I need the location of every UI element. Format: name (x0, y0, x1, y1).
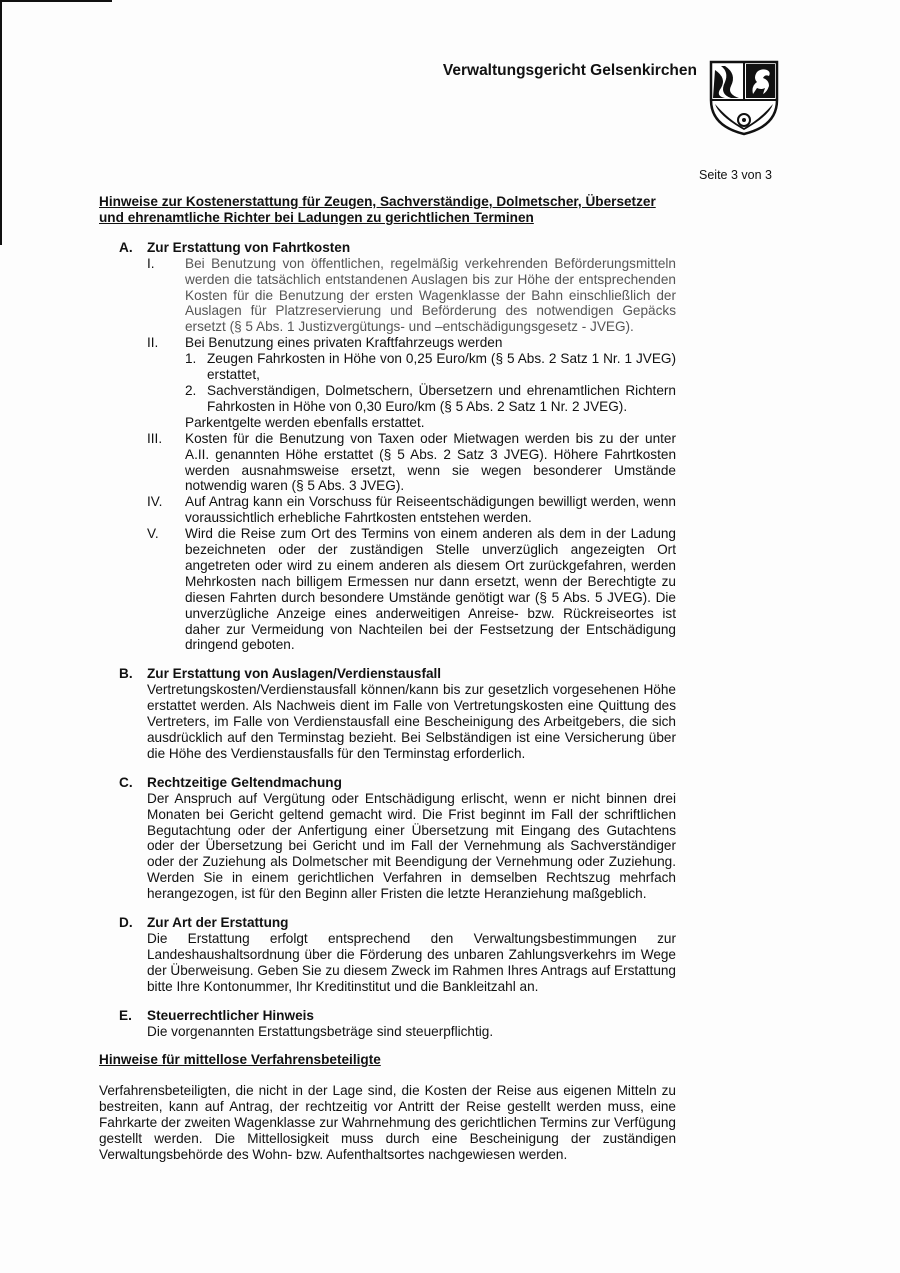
section-text: Die Erstattung erfolgt entsprechend den Verwaltungsbestimmungen zur Landeshaushaltsordnung über die Förderung des unbaren Zahlungsverkehrs im Wege der Überweisung. Geben Sie zu diesem Zweck im Rahmen Ihres Antrags auf Erstattung bitte Ihre Kontonummer, Ihr Kreditinstitut und die Bankleitzahl an. (147, 930, 676, 994)
court-name: Verwaltungsgericht Gelsenkirchen (442, 62, 697, 79)
section-a (99, 240, 676, 654)
item-number: I. (147, 255, 155, 271)
title-line: und ehrenamtliche Richter bei Ladungen zu gerichtlichen Terminen (99, 209, 534, 225)
section-letter: A. (119, 239, 133, 255)
section-title: Steuerrechtlicher Hinweis (147, 1007, 314, 1023)
section-title: Zur Erstattung von Fahrtkosten (147, 239, 351, 255)
sub-item (185, 351, 676, 383)
section-heading (99, 775, 676, 791)
section-heading (99, 915, 676, 931)
item-text: Auf Antrag kann ein Vorschuss für Reiseentschädigungen bewilligt werden, wenn voraussichtlich erhebliche Fahrtkosten entstehen werden. (185, 494, 676, 526)
item-text: Wird die Reise zum Ort des Termins von einem anderen als dem in der Ladung bezeichneten oder der zuständigen Stelle unverzüglich angezeigten Ort angetreten oder wird zu einem anderen als diesem Ort zurückgefahren, werden Mehrkosten nach billigem Ermessen nur dann ersetzt, wenn der Berechtigte zu diesen Fahrten durch besondere Umstände genötigt war (§ 5 Abs. 5 JVEG). Die unverzügliche Anzeige eines anderweitigen Anreise- bzw. Rückreiseortes ist daher zur Vermeidung von Nachteilen bei der Festsetzung der Entschädigung dringend geboten. (185, 526, 676, 653)
item-content (185, 335, 676, 430)
section-c (99, 775, 676, 902)
sub-item-number: 2. (185, 382, 197, 398)
footnote-text: Verfahrensbeteiligten, die nicht in der Lage sind, die Kosten der Reise aus eigenen Mitteln zu bestreiten, kann auf Antrag, der rechtzeitig vor Antritt der Reise gestellt werden muss, eine Fahrkarte der zweiten Wagenklasse zur Wahrnehmung des gerichtlichen Termins zur Verfügung gestellt werden. Die Mittellosigkeit muss durch eine Bescheinigung der zuständigen Verwaltungsbehörde des Wohn- bzw. Aufenthaltsortes nachgewiesen werden. (99, 1083, 676, 1162)
list-item (99, 526, 676, 653)
section-text: Die vorgenannten Erstattungsbeträge sind steuerpflichtig. (147, 1023, 494, 1039)
title-line: Hinweise zur Kostenerstattung für Zeugen, Sachverständige, Dolmetscher, Übersetzer (99, 194, 656, 209)
list-item (99, 494, 676, 526)
section-title: Zur Art der Erstattung (147, 915, 289, 931)
section-heading (99, 240, 676, 256)
section-heading (99, 666, 676, 682)
page-number: Seite 3 von 3 (699, 168, 772, 182)
item-text: Bei Benutzung eines privaten Kraftfahrzeugs werden (185, 335, 503, 351)
section-letter: D. (119, 915, 133, 931)
section-b (99, 666, 676, 761)
footnote-title: Hinweise für mittellose Verfahrensbeteiligte (99, 1052, 381, 1068)
list-item (99, 256, 676, 336)
section-d (99, 915, 676, 995)
document-title (99, 194, 676, 226)
item-number: IV. (147, 494, 163, 510)
section-text: Der Anspruch auf Vergütung oder Entschädigung erlischt, wenn er nicht binnen drei Monaten bei Gericht geltend gemacht wird. Die Frist beginnt im Fall der schriftlichen Begutachtung oder der Anfertigung einer Übersetzung mit Eingang des Gutachtens oder der Übersetzung bei Gericht und im Fall der Vernehmung als Sachverständiger oder der Zuziehung als Dolmetscher mit Beendigung der Vernehmung oder Zuziehung. Werden Sie in einem gerichtlichen Verfahren in demselben Rechtszug mehrfach herangezogen, ist für den Beginn aller Fristen die letzte Heranziehung maßgeblich. (147, 790, 676, 902)
section-letter: B. (119, 666, 133, 682)
scan-edge-mark (0, 0, 2, 245)
item-note: Parkentgelte werden ebenfalls erstattet. (185, 414, 425, 430)
item-text: Kosten für die Benutzung von Taxen oder Mietwagen werden bis zu der unter A.II. genannten Höhe erstattet (§ 5 Abs. 2 Satz 3 JVEG). Höhere Fahrtkosten werden ausnahmsweise ersetzt, wenn sie wegen besonderer Umstände notwendig waren (§ 5 Abs. 3 JVEG). (185, 430, 676, 494)
scan-edge-mark (0, 0, 112, 2)
sub-item (185, 383, 676, 415)
section-text: Vertretungskosten/Verdienstausfall können/kann bis zur gesetzlich vorgesehenen Höhe erstattet werden. Als Nachweis dient im Falle von Vertretungskosten eine Quittung des Vertreters, im Falle von Verdienstausfall eine Bescheinigung des Arbeitgebers, die sich ausdrücklich auf den Terminstag bezieht. Bei Selbständigen ist eine Versicherung über die Höhe des Verdienstausfalls für den Terminstag erforderlich. (147, 682, 676, 761)
sub-item-text: Zeugen Fahrkosten in Höhe von 0,25 Euro/km (§ 5 Abs. 2 Satz 1 Nr. 1 JVEG) erstattet, (207, 351, 676, 383)
section-title: Zur Erstattung von Auslagen/Verdienstausfall (147, 666, 442, 682)
sub-item-number: 1. (185, 351, 197, 367)
section-letter: C. (119, 774, 133, 790)
section-title: Rechtzeitige Geltendmachung (147, 774, 342, 790)
document-body (99, 194, 676, 1163)
list-item (99, 431, 676, 495)
nrw-coat-of-arms-icon (709, 60, 779, 136)
item-number: II. (147, 335, 159, 351)
section-heading (99, 1008, 676, 1024)
list-item (99, 335, 676, 430)
item-number: V. (147, 526, 159, 542)
item-text: Bei Benutzung von öffentlichen, regelmäßig verkehrenden Beförderungsmitteln werden die tatsächlich entstandenen Auslagen bis zur Höhe der entsprechenden Kosten für die Benutzung der ersten Wagenklasse der Bahn einschließlich der Auslagen für Platzreservierung und Beförderung des notwendigen Gepäcks ersetzt (§ 5 Abs. 1 Justizvergütungs- und –entschädigungsgesetz - JVEG). (185, 255, 676, 335)
section-e (99, 1008, 676, 1040)
section-letter: E. (119, 1007, 132, 1023)
item-number: III. (147, 430, 163, 446)
sub-item-text: Sachverständigen, Dolmetschern, Übersetzern und ehrenamtlichen Richtern Fahrkosten in Höhe von 0,30 Euro/km (§ 5 Abs. 2 Satz 1 Nr. 2 JVEG). (207, 382, 676, 414)
